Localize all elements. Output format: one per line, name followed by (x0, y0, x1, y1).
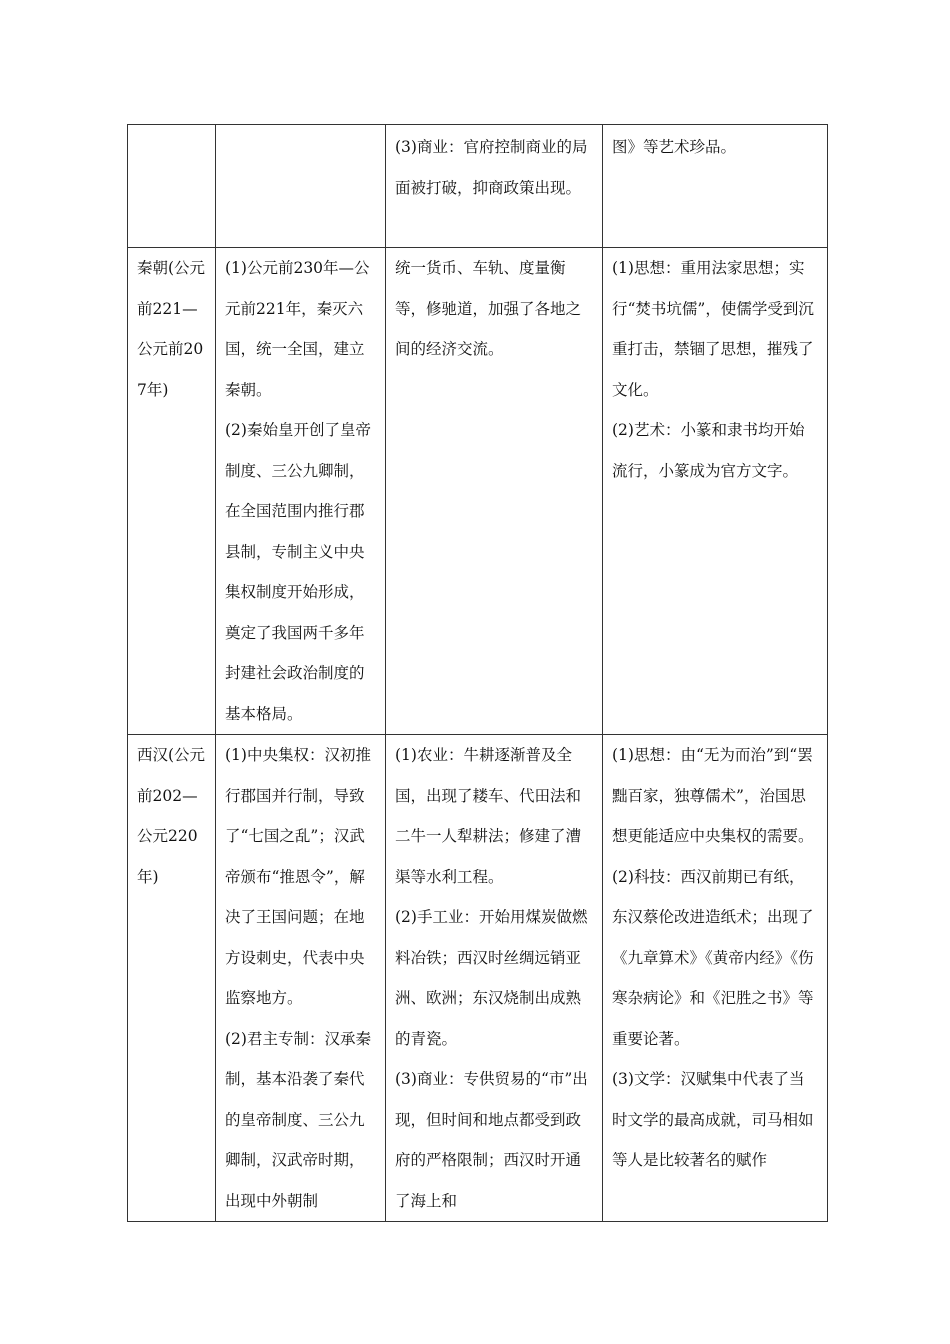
politics-item: (2)君主专制：汉承秦制，基本沿袭了秦代的皇帝制度、三公九卿制，汉武帝时期，出现中外朝制 (225, 1029, 371, 1210)
politics-cell (216, 735, 386, 1222)
politics-item: (1)公元前230年—公元前221年，秦灭六国，统一全国，建立秦朝。 (225, 259, 370, 399)
period-cell: 秦朝(公元前221—公元前207年) (128, 248, 216, 735)
history-table (127, 124, 828, 1222)
culture-item: (2)艺术：小篆和隶书均开始流行，小篆成为官方文字。 (612, 421, 805, 480)
culture-item: (1)思想：由“无为而治”到“罢黜百家，独尊儒术”，治国思想更能适应中央集权的需要。 (612, 746, 814, 845)
culture-cell (603, 735, 828, 1222)
table-row (128, 248, 828, 735)
economy-cell (386, 125, 603, 248)
period-cell: 西汉(公元前202—公元220年) (128, 735, 216, 1222)
politics-item: (2)秦始皇开创了皇帝制度、三公九卿制，在全国范围内推行郡县制，专制主义中央集权制度开始形成，奠定了我国两千多年封建社会政治制度的基本格局。 (225, 421, 371, 723)
culture-item: (1)思想：重用法家思想；实行“焚书坑儒”，使儒学受到沉重打击，禁锢了思想，摧残了文化。 (612, 259, 814, 399)
culture-item: (3)文学：汉赋集中代表了当时文学的最高成就，司马相如等人是比较著名的赋作 (612, 1070, 814, 1169)
politics-cell (216, 125, 386, 248)
economy-cell (386, 248, 603, 735)
economy-item: (1)农业：牛耕逐渐普及全国，出现了耧车、代田法和二牛一人犁耕法；修建了漕渠等水利工程。 (395, 746, 582, 886)
table-row (128, 735, 828, 1222)
economy-item: (2)手工业：开始用煤炭做燃料冶铁；西汉时丝绸远销亚洲、欧洲；东汉烧制出成熟的青瓷。 (395, 908, 588, 1048)
economy-item: (3)商业：专供贸易的“市”出现，但时间和地点都受到政府的严格限制；西汉时开通了海上和 (395, 1070, 588, 1210)
economy-item: (3)商业：官府控制商业的局面被打破，抑商政策出现。 (395, 138, 588, 197)
politics-item: (1)中央集权：汉初推行郡国并行制，导致了“七国之乱”；汉武帝颁布“推恩令”，解决了王国问题；在地方设刺史，代表中央监察地方。 (225, 746, 371, 1007)
economy-item: 统一货币、车轨、度量衡等，修驰道，加强了各地之间的经济交流。 (395, 259, 582, 358)
culture-cell (603, 125, 828, 248)
culture-item: 图》等艺术珍品。 (612, 138, 737, 156)
culture-item: (2)科技：西汉前期已有纸，东汉蔡伦改进造纸术；出现了《九章算术》《黄帝内经》《伤寒杂病论》和《汜胜之书》等重要论著。 (612, 867, 814, 1048)
table-row (128, 125, 828, 248)
period-cell (128, 125, 216, 248)
economy-cell (386, 735, 603, 1222)
culture-cell (603, 248, 828, 735)
politics-cell (216, 248, 386, 735)
